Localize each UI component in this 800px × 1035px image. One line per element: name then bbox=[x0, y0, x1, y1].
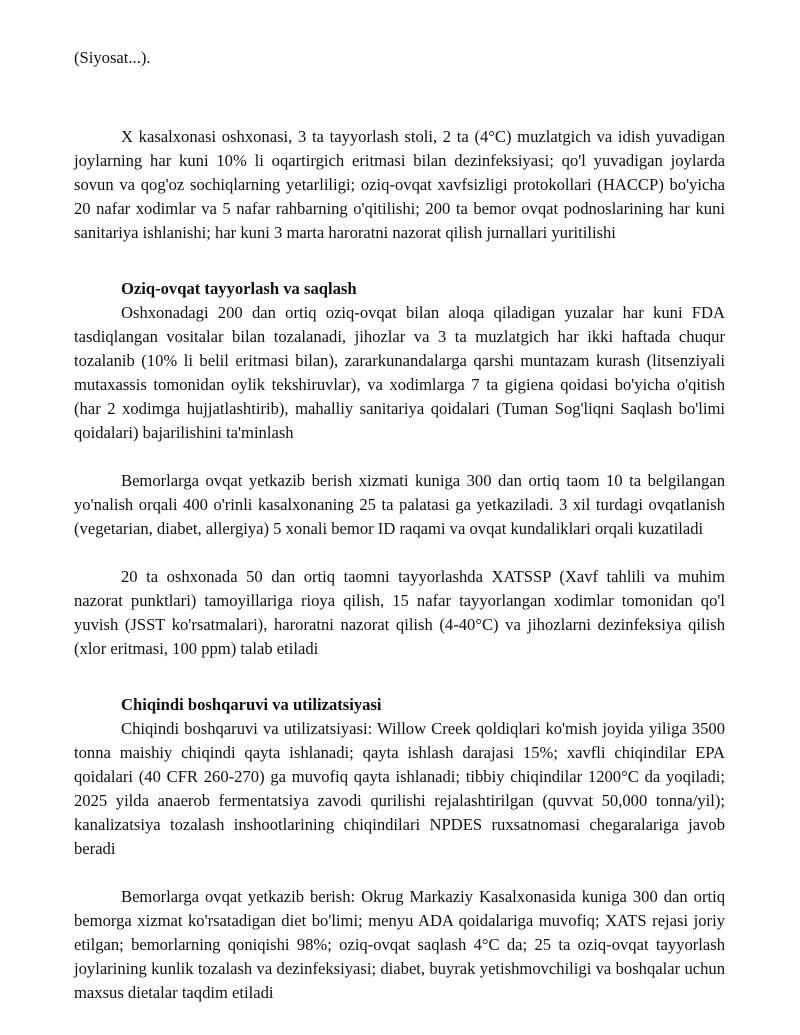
paragraph-waste-disposal: Chiqindi boshqaruvi va utilizatsiyasi: Willow Creek qoldiqlari ko'mish joyida yiliga 3500 tonna maishiy chiqindi qayta ishlanadi; qayta ishlash darajasi 15%; xavfli chiqindilar EPA qoidalari (40 CFR 260-270) ga muvofiq qayta ishlanadi; tibbiy chiqindilar 1200°C da yoqiladi; 2025 yilda anaerob fermentatsiya zavodi qurilishi rejalashtirilgan (quvvat 50,000 tonna/yil); kanalizatsiya tozalash inshootlarining chiqindilari NPDES ruxsatnomasi chegaralariga javob beradi bbox=[74, 719, 725, 858]
paragraph-haccp-compliance: 20 ta oshxonada 50 dan ortiq taomni tayyorlashda XATSSP (Xavf tahlili va muhim nazorat punktlari) tamoyillariga rioya qilish, 15 nafar tayyorlangan xodimlar tomonidan qo'l yuvish (JSST ko'rsatmalari), haroratni nazorat qilish (4-40°C) va jihozlarni dezinfeksiya qilish (xlor eritmasi, 100 ppm) talab etiladi bbox=[74, 567, 725, 658]
document-page bbox=[74, 46, 725, 1005]
paragraph-patient-meal-delivery: Bemorlarga ovqat yetkazib berish xizmati kuniga 300 dan ortiq taom 10 ta belgilangan yo'nalish orqali 400 o'rinli kasalxonaning 25 ta palatasi ga yetkaziladi. 3 xil turdagi ovqatlanish (vegetarian, diabet, allergiya) 5 xonali bemor ID raqami va ovqat kundaliklari orqali kuzatiladi bbox=[74, 471, 725, 538]
top-line-text: (Siyosat...). bbox=[74, 48, 151, 67]
paragraph-food-surfaces: Oshxonadagi 200 dan ortiq oziq-ovqat bilan aloqa qiladigan yuzalar har kuni FDA tasdiqlangan vositalar bilan tozalanadi, jihozlar va 3 ta muzlatgich har ikki haftada chuqur tozalanib (10% li belil eritmasi bilan), zararkunandalarga qarshi muntazam kurash (litsenziyali mutaxassis tomonidan oylik tekshiruvlar), va xodimlarga 7 ta gigiena qoidasi bo'yicha o'qitish (har 2 xodimga hujjatlashtirib), mahalliy sanitariya qoidalari (Tuman Sog'liqni Saqlash bo'limi qoidalari) bajarilishini ta'minlash bbox=[74, 303, 725, 442]
paragraph-diet-department: Bemorlarga ovqat yetkazib berish: Okrug Markaziy Kasalxonasida kuniga 300 dan ortiq bemorga xizmat ko'rsatadigan diet bo'limi; menyu ADA qoidalariga muvofiq; XATS rejasi joriy etilgan; bemorlarning qoniqishi 98%; oziq-ovqat saqlash 4°C da; 25 ta oziq-ovqat tayyorlash joylarining kunlik tozalash va dezinfeksiyasi; diabet, buyrak yetishmovchiligi va boshqalar uchun maxsus dietalar taqdim etiladi bbox=[74, 887, 725, 1002]
section-heading-waste-management: Chiqindi boshqaruvi va utilizatsiyasi bbox=[121, 695, 382, 714]
paragraph-kitchen-sanitation: X kasalxonasi oshxonasi, 3 ta tayyorlash stoli, 2 ta (4°C) muzlatgich va idish yuvadigan joylarning har kuni 10% li oqartirgich eritmasi bilan dezinfeksiyasi; qo'l yuvadigan joylarda sovun va qog'oz sochiqlarning yetarliligi; oziq-ovqat xavfsizligi protokollari (HACCP) bo'yicha 20 nafar xodimlar va 5 nafar rahbarning o'qitilishi; 200 ta bemor ovqat podnoslarining har kuni sanitariya ishlanishi; har kuni 3 marta haroratni nazorat qilish jurnallari yuritilishi bbox=[74, 127, 725, 242]
section-heading-food-preparation: Oziq-ovqat tayyorlash va saqlash bbox=[121, 279, 357, 298]
